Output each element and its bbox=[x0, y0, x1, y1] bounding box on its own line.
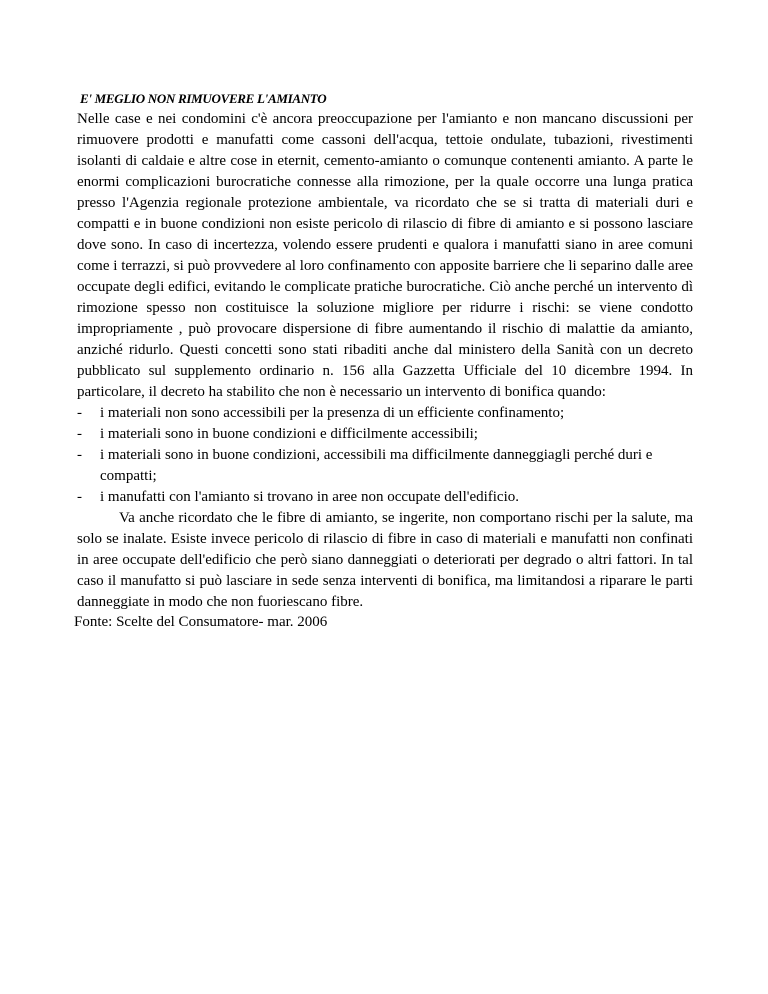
bullet-dash: - bbox=[77, 489, 82, 505]
article-paragraph-closing: Va anche ricordato che le fibre di amianto, se ingerite, non comportano rischi per la salute, ma solo se inalate. Esiste invece pericolo di rilascio di fibre in caso di materiali e manufatti non confinati in aree occupate dell'edificio che però siano danneggiati o deteriorati per degrado o altri fattori. In tal caso il manufatto si può lasciare in sede senza interventi di bonifica, ma limitandosi a riparare le parti danneggiate in modo che non fuoriescano fibre. bbox=[77, 510, 693, 610]
bullet-text: i materiali sono in buone condizioni, accessibili ma difficilmente danneggiagli perché duri e compatti; bbox=[100, 447, 653, 484]
source-citation: Fonte: Scelte del Consumatore- mar. 2006 bbox=[74, 614, 328, 630]
bullet-dash: - bbox=[77, 426, 82, 442]
bullet-item bbox=[77, 487, 693, 508]
article-paragraph-intro: Nelle case e nei condomini c'è ancora preoccupazione per l'amianto e non mancano discussioni per rimuovere prodotti e manufatti come cassoni dell'acqua, tettoie ondulate, tubazioni, rivestimenti isolanti di caldaie e altre cose in eternit, cemento-amianto o comunque contenenti amianto. A parte le enormi complicazioni burocratiche connesse alla rimozione, per la quale occorre una lunga pratica presso l'Agenzia regionale protezione ambientale, va ricordato che se si tratta di materiali duri e compatti e in buone condizioni non esiste pericolo di rilascio di fibre di amianto e si possono lasciare dove sono. In caso di incertezza, volendo essere prudenti e qualora i manufatti siano in aree comuni come i terrazzi, si può provvedere al loro confinamento con apposite barriere che li separino dalle aree occupate degli edifici, evitando le complicate pratiche burocratiche. Ciò anche perché un intervento dì rimozione spesso non costituisce la soluzione migliore per ridurre i rischi: se viene condotto impropriamente , può provocare dispersione di fibre aumentando il rischio di malattie da amianto, anziché ridurlo. Questi concetti sono stati ribaditi anche dal ministero della Sanità con un decreto pubblicato sul supplemento ordinario n. 156 alla Gazzetta Ufficiale del 10 dicembre 1994. In particolare, il decreto ha stabilito che non è necessario un intervento di bonifica quando: bbox=[77, 111, 693, 400]
bullet-item bbox=[77, 445, 693, 487]
bullet-item bbox=[77, 403, 693, 424]
bullet-list bbox=[77, 403, 693, 508]
bullet-text: i manufatti con l'amianto si trovano in aree non occupate dell'edificio. bbox=[100, 489, 520, 505]
bullet-dash: - bbox=[77, 405, 82, 421]
document-page bbox=[74, 91, 693, 632]
bullet-text: i materiali non sono accessibili per la presenza di un efficiente confinamento; bbox=[100, 405, 565, 421]
bullet-dash: - bbox=[77, 447, 82, 463]
article-title: E' MEGLIO NON RIMUOVERE L'AMIANTO bbox=[80, 91, 327, 106]
bullet-text: i materiali sono in buone condizioni e difficilmente accessibili; bbox=[100, 426, 478, 442]
bullet-item bbox=[77, 424, 693, 445]
